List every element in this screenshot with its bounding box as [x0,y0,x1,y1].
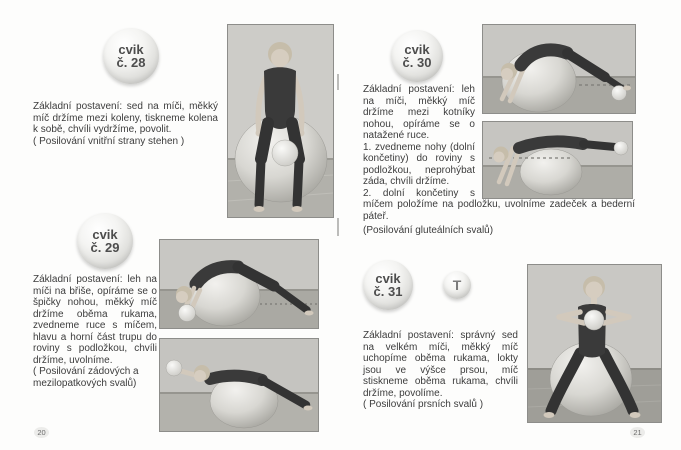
exercise-30-photo-2 [483,122,632,198]
exercise-28-text: Základní postavení: sed na míči, měkký míč držíme mezi koleny, tiskneme kolena k sobě, chvíli vydržíme, povolit. [33,101,218,135]
section-exercise-29 [33,213,318,431]
spine-mark [337,218,339,236]
exercise-28-photo [228,25,333,217]
woman-sitting-on-ball-illustration [228,25,333,217]
exercise-30-note: (Posilování gluteálních svalů) [363,225,494,236]
exercise-28-note: ( Posilování vnitřní strany stehen ) [33,135,185,147]
exercise-29-photo-1 [160,240,318,328]
exercise-30-badge [391,30,443,82]
exercise-31-text: Základní postavení: správný sed na velkém míči, měkký míč uchopíme oběma rukama, lokty jsou ve výšce prsou, míč stiskneme oběma rukama, chvíli držíme, povolíme. [363,330,518,399]
section-exercise-31 [363,256,661,422]
exercise-31-badge [363,260,413,310]
exercise-31-badge-row [363,260,518,310]
exercise-31-note: ( Posilování prsních svalů ) [363,399,484,410]
woman-draped-on-ball-hands-on-floor-illustration [483,25,635,113]
page-number-left: 20 [34,427,49,438]
exercise-30-step-2: 2. dolní končetiny s míčem položíme na podložku, uvolníme zadeček a bederní páteř. [363,187,635,222]
exercise-30-photos [483,25,635,198]
page-number-right: 21 [630,427,645,438]
woman-on-ball-legs-raised-illustration [483,122,632,198]
exercise-29-badge [77,213,133,269]
badge-word: cvik [92,226,118,242]
exercise-29-photo-2 [160,339,318,431]
spine-mark [337,74,339,90]
woman-prone-on-ball-head-down-illustration [160,240,318,328]
exercise-29-text: Základní postavení: leh na míči na břiše, opíráme se o špičky nohou, měkký míč držíme oběma rukama, zvedneme ruce s míčem, hlavu a horní část trupu do roviny s podložkou, chvíli držíme, uvolníme. [33,274,157,366]
badge-word: cvik [375,270,401,286]
exercise-31-photo [528,265,661,422]
section-exercise-30 [363,18,635,237]
section-exercise-28 [33,18,333,227]
badge-number: č. 29 [90,239,120,255]
badge-number: č. 30 [402,54,432,70]
badge-word: cvik [404,41,430,57]
badge-number: č. 31 [373,283,403,299]
exercise-30-intro: Základní postavení: leh na míči, měkký míč držíme mezi kotníky nohou, opíráme se o natažené ruce. [363,84,475,141]
exercise-29-note: ( Posilování zádových a mezilopatkových svalů) [33,366,139,389]
exercise-31-t-badge: T [443,271,471,299]
exercise-29-photos [160,240,318,431]
badge-number: č. 28 [116,54,146,70]
badge-word: cvik [118,41,144,57]
woman-sitting-on-ball-holding-ball-at-chest-illustration [528,265,661,422]
exercise-30-step-1: 1. zvedneme nohy (dolní končetiny) do roviny s podložkou, neprohýbat záda, chvíli držíme. [363,141,475,187]
woman-extended-on-ball-arms-forward-illustration [160,339,318,431]
exercise-30-photo-1 [483,25,635,113]
exercise-28-badge [103,28,159,84]
